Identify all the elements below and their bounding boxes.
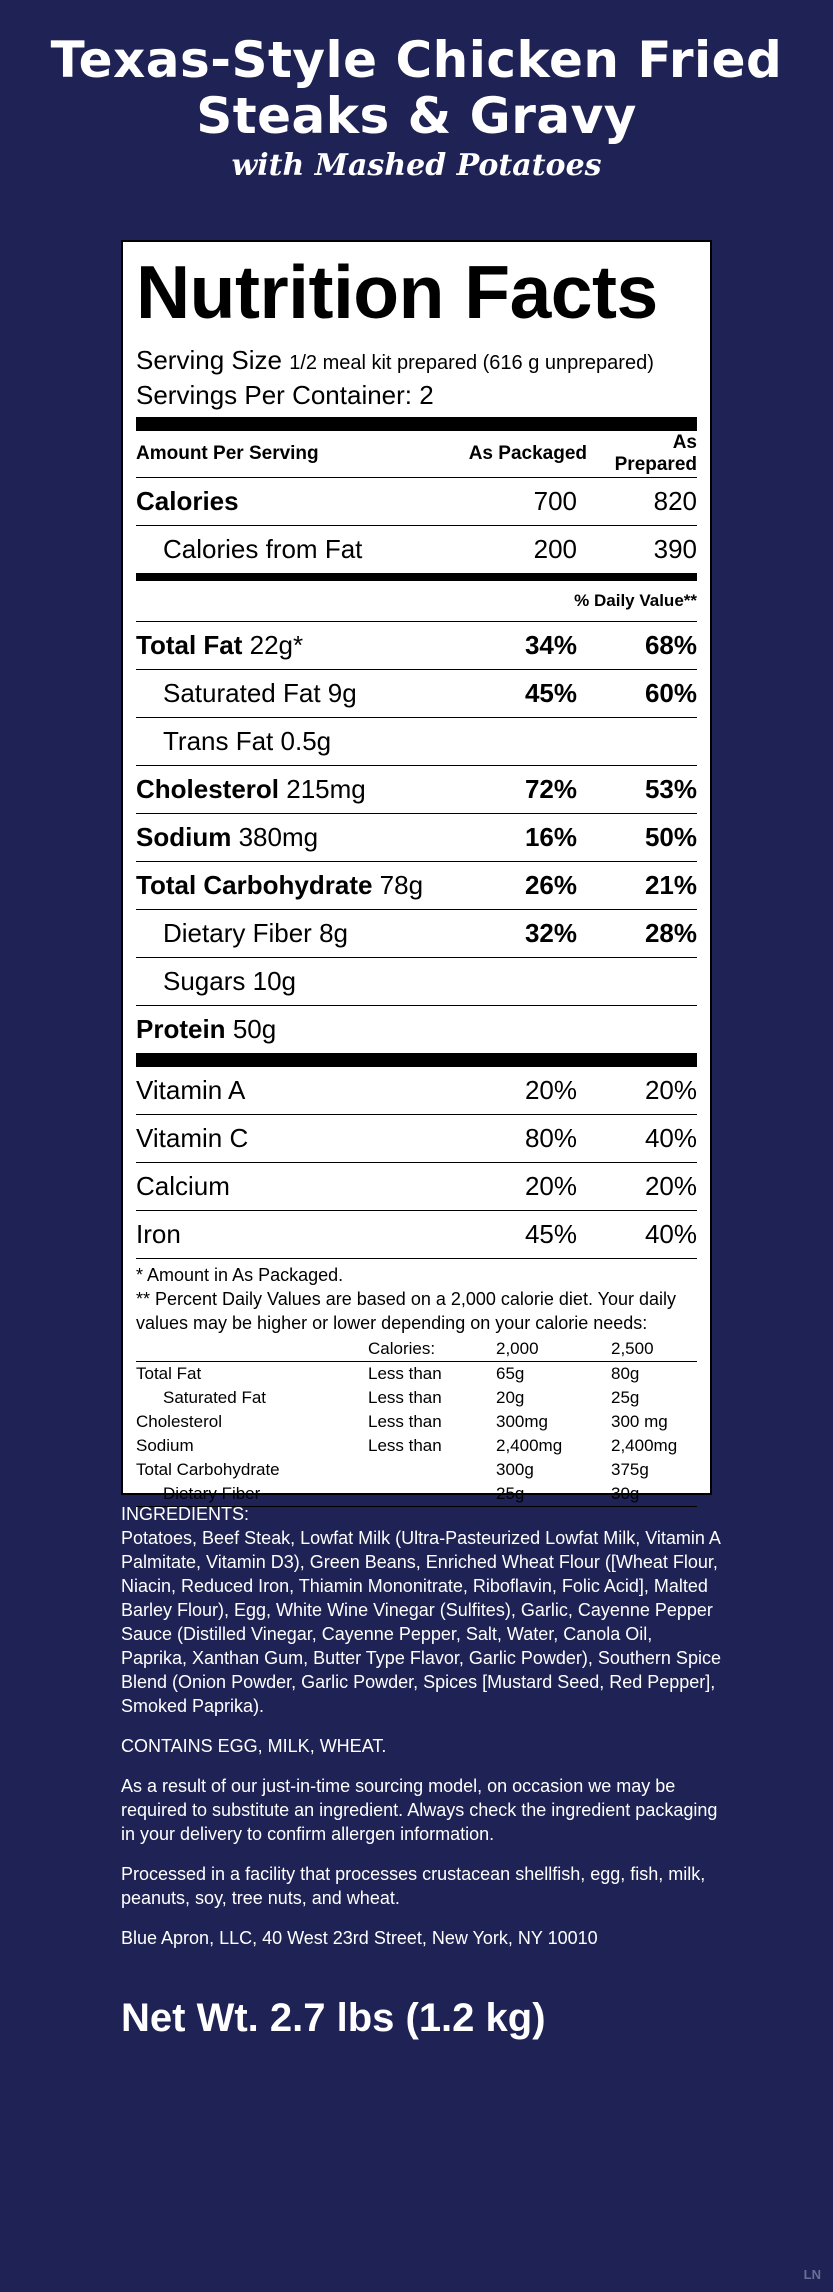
product-title-line1: Texas-Style Chicken Fried: [50, 31, 783, 89]
table-cell: 25g: [496, 1482, 611, 1507]
nutrient-row-total-carbohydrate: [136, 862, 697, 910]
calories-label: Calories: [136, 486, 239, 516]
table-row: [136, 1337, 697, 1362]
table-cell: [368, 1458, 496, 1482]
table-cell: Saturated Fat: [163, 1388, 267, 1407]
vitamin-packaged: 45%: [524, 1219, 577, 1249]
calories-from-fat-packaged: 200: [533, 534, 577, 564]
calories-from-fat-label: Calories from Fat: [163, 534, 363, 564]
amount-header-row: [136, 431, 697, 478]
ingredients-label: INGREDIENTS:: [121, 1504, 250, 1524]
nutrient-prepared-dv: 60%: [644, 678, 697, 708]
table-cell: 25g: [611, 1388, 640, 1407]
table-cell: Less than: [368, 1364, 442, 1383]
nutrient-row-sodium: [136, 814, 697, 862]
servings-per-container: Servings Per Container: 2: [136, 380, 434, 410]
heavy-divider: [136, 417, 697, 431]
vitamin-row-a: [136, 1067, 697, 1115]
footnote-daily-values: ** Percent Daily Values are based on a 2,000 calorie diet. Your daily values may be higher or lower depending on your calorie needs:: [136, 1289, 677, 1333]
table-row: [136, 1362, 697, 1387]
nutrient-amount: 8g: [319, 918, 348, 948]
nutrient-row-cholesterol: [136, 766, 697, 814]
ingredients-text: Potatoes, Beef Steak, Lowfat Milk (Ultra-Pasteurized Lowfat Milk, Vitamin A Palmitate, Vitamin D3), Green Beans, Enriched Wheat Flour ([Wheat Flour, Niacin, Reduced Iron, Thiamin Mononitrate, Riboflavin, Folic Acid], Malted Barley Flour), Egg, White Wine Vinegar (Sulfites), Garlic, Cayenne Pepper Sauce (Distilled Vinegar, Cayenne Pepper, Salt, Water, Canola Oil, Paprika, Xanthan Gum, Butter Type Flavor, Garlic Powder), Southern Spice Blend (Onion Powder, Garlic Powder, Spices [Mustard Seed, Red Pepper], Smoked Paprika).: [121, 1528, 721, 1716]
footnote-packaged: * Amount in As Packaged.: [136, 1265, 344, 1285]
nutrient-amount: 9g: [327, 678, 357, 708]
vitamin-packaged: 20%: [524, 1171, 577, 1201]
product-title: [0, 32, 833, 144]
table-cell: Less than: [368, 1412, 442, 1431]
vitamin-row-iron: [136, 1211, 697, 1259]
table-cell: Total Carbohydrate: [136, 1460, 280, 1479]
allergen-statement: CONTAINS EGG, MILK, WHEAT.: [121, 1736, 387, 1756]
calories-prepared: 820: [653, 486, 697, 516]
nutrient-amount: 380mg: [238, 822, 319, 852]
nutrient-name: Protein: [136, 1014, 226, 1044]
as-packaged-header: As Packaged: [468, 443, 587, 464]
calories-from-fat-row: [136, 526, 697, 573]
table-row: [136, 1386, 697, 1410]
nutrient-amount: 22g*: [249, 630, 304, 660]
nutrient-prepared-dv: 28%: [644, 918, 697, 948]
heavy-divider: [136, 1053, 697, 1067]
product-title-line2: Steaks & Gravy: [196, 87, 637, 145]
nutrient-packaged-dv: 16%: [524, 822, 577, 852]
vitamin-packaged: 80%: [524, 1123, 577, 1153]
nutrient-amount: 215mg: [286, 774, 366, 804]
nutrition-facts-panel: [121, 240, 712, 1503]
table-cell: 30g: [611, 1482, 697, 1507]
table-row: [136, 1434, 697, 1458]
nutrient-row-dietary-fiber: [136, 910, 697, 958]
nutrient-name: Saturated Fat: [163, 678, 321, 708]
product-header: [0, 32, 833, 184]
vitamin-prepared: 20%: [644, 1075, 697, 1105]
table-cell: 2,500: [611, 1337, 697, 1362]
table-cell: 300g: [496, 1460, 534, 1479]
nutrient-amount: 0.5g: [280, 726, 332, 756]
calories-from-fat-prepared: 390: [653, 534, 697, 564]
nutrient-amount: 10g: [252, 966, 297, 996]
table-cell: Dietary Fiber: [136, 1482, 368, 1507]
product-info: [121, 1502, 721, 1966]
nutrient-packaged-dv: 45%: [524, 678, 577, 708]
table-cell: Calories:: [368, 1337, 496, 1362]
nutrition-facts-heading: Nutrition Facts: [136, 250, 658, 334]
table-cell: Total Fat: [136, 1364, 202, 1383]
serving-size-label: Serving Size: [136, 345, 282, 375]
company-address: Blue Apron, LLC, 40 West 23rd Street, New York, NY 10010: [121, 1928, 598, 1948]
table-row: [136, 1410, 697, 1434]
vitamin-name: Calcium: [136, 1171, 230, 1201]
nutrient-prepared-dv: 21%: [644, 870, 697, 900]
vitamin-row-c: [136, 1115, 697, 1163]
table-cell: 300mg: [496, 1412, 548, 1431]
nutrient-prepared-dv: 50%: [644, 822, 697, 852]
vitamin-prepared: 20%: [644, 1171, 697, 1201]
vitamin-packaged: 20%: [524, 1075, 577, 1105]
facility-note: Processed in a facility that processes crustacean shellfish, egg, fish, milk, peanuts, soy, tree nuts, and wheat.: [121, 1864, 706, 1908]
vitamin-name: Vitamin C: [136, 1123, 249, 1153]
table-cell: 375g: [611, 1460, 649, 1479]
nutrient-name: Cholesterol: [136, 774, 280, 804]
table-cell: 2,400mg: [611, 1436, 678, 1455]
daily-value-header: % Daily Value**: [136, 581, 697, 622]
nutrient-name: Sugars: [163, 966, 246, 996]
product-subtitle: with Mashed Potatoes: [231, 148, 602, 183]
ingredients-block: [121, 1502, 721, 1718]
nutrient-prepared-dv: 53%: [644, 774, 697, 804]
nutrient-row-trans-fat: [136, 718, 697, 766]
sourcing-note: As a result of our just-in-time sourcing model, on occasion we may be required to substitute an ingredient. Always check the ingredient packaging in your delivery to confirm allergen information.: [121, 1776, 718, 1844]
vitamin-prepared: 40%: [644, 1219, 697, 1249]
nutrient-row-saturated-fat: [136, 670, 697, 718]
serving-size: [136, 344, 697, 379]
nutrient-packaged-dv: 26%: [524, 870, 577, 900]
vitamin-prepared: 40%: [644, 1123, 697, 1153]
nutrient-row-total-fat: [136, 622, 697, 670]
calories-packaged: 700: [533, 486, 577, 516]
table-cell: 65g: [496, 1364, 525, 1383]
table-cell: 300 mg: [611, 1412, 668, 1431]
nutrient-name: Dietary Fiber: [163, 918, 312, 948]
table-cell: 2,000: [496, 1337, 611, 1362]
medium-divider: [136, 573, 697, 581]
table-cell: 2,400mg: [496, 1436, 563, 1455]
vitamin-name: Iron: [136, 1219, 181, 1249]
calories-row: [136, 478, 697, 526]
table-row: [136, 1458, 697, 1482]
nutrient-row-protein: [136, 1006, 697, 1053]
nutrient-amount: 50g: [232, 1014, 277, 1044]
nutrient-name: Trans Fat: [163, 726, 274, 756]
table-cell: Less than: [368, 1436, 442, 1455]
table-cell: Less than: [368, 1388, 442, 1407]
nutrient-row-sugars: [136, 958, 697, 1006]
nutrient-amount: 78g: [379, 870, 424, 900]
nutrient-packaged-dv: 72%: [524, 774, 577, 804]
table-cell: 20g: [496, 1388, 525, 1407]
nutrient-name: Total Carbohydrate: [136, 870, 373, 900]
table-cell: Cholesterol: [136, 1412, 222, 1431]
nutrient-packaged-dv: 32%: [524, 918, 577, 948]
vitamin-name: Vitamin A: [136, 1075, 246, 1105]
serving-size-value: 1/2 meal kit prepared (616 g unprepared): [289, 352, 654, 374]
nutrient-packaged-dv: 34%: [524, 630, 577, 660]
net-weight: Net Wt. 2.7 lbs (1.2 kg): [121, 1996, 546, 2040]
nutrient-name: Total Fat: [136, 630, 243, 660]
corner-signature: LN: [803, 2267, 821, 2282]
as-prepared-header: As Prepared: [614, 432, 697, 475]
nutrient-name: Sodium: [136, 822, 232, 852]
table-cell: Sodium: [136, 1436, 194, 1455]
daily-value-reference-table: [136, 1337, 697, 1507]
amount-per-serving-label: Amount Per Serving: [136, 443, 319, 464]
table-cell: 80g: [611, 1364, 640, 1383]
vitamin-row-calcium: [136, 1163, 697, 1211]
nutrient-prepared-dv: 68%: [644, 630, 697, 660]
table-cell: [136, 1337, 368, 1362]
